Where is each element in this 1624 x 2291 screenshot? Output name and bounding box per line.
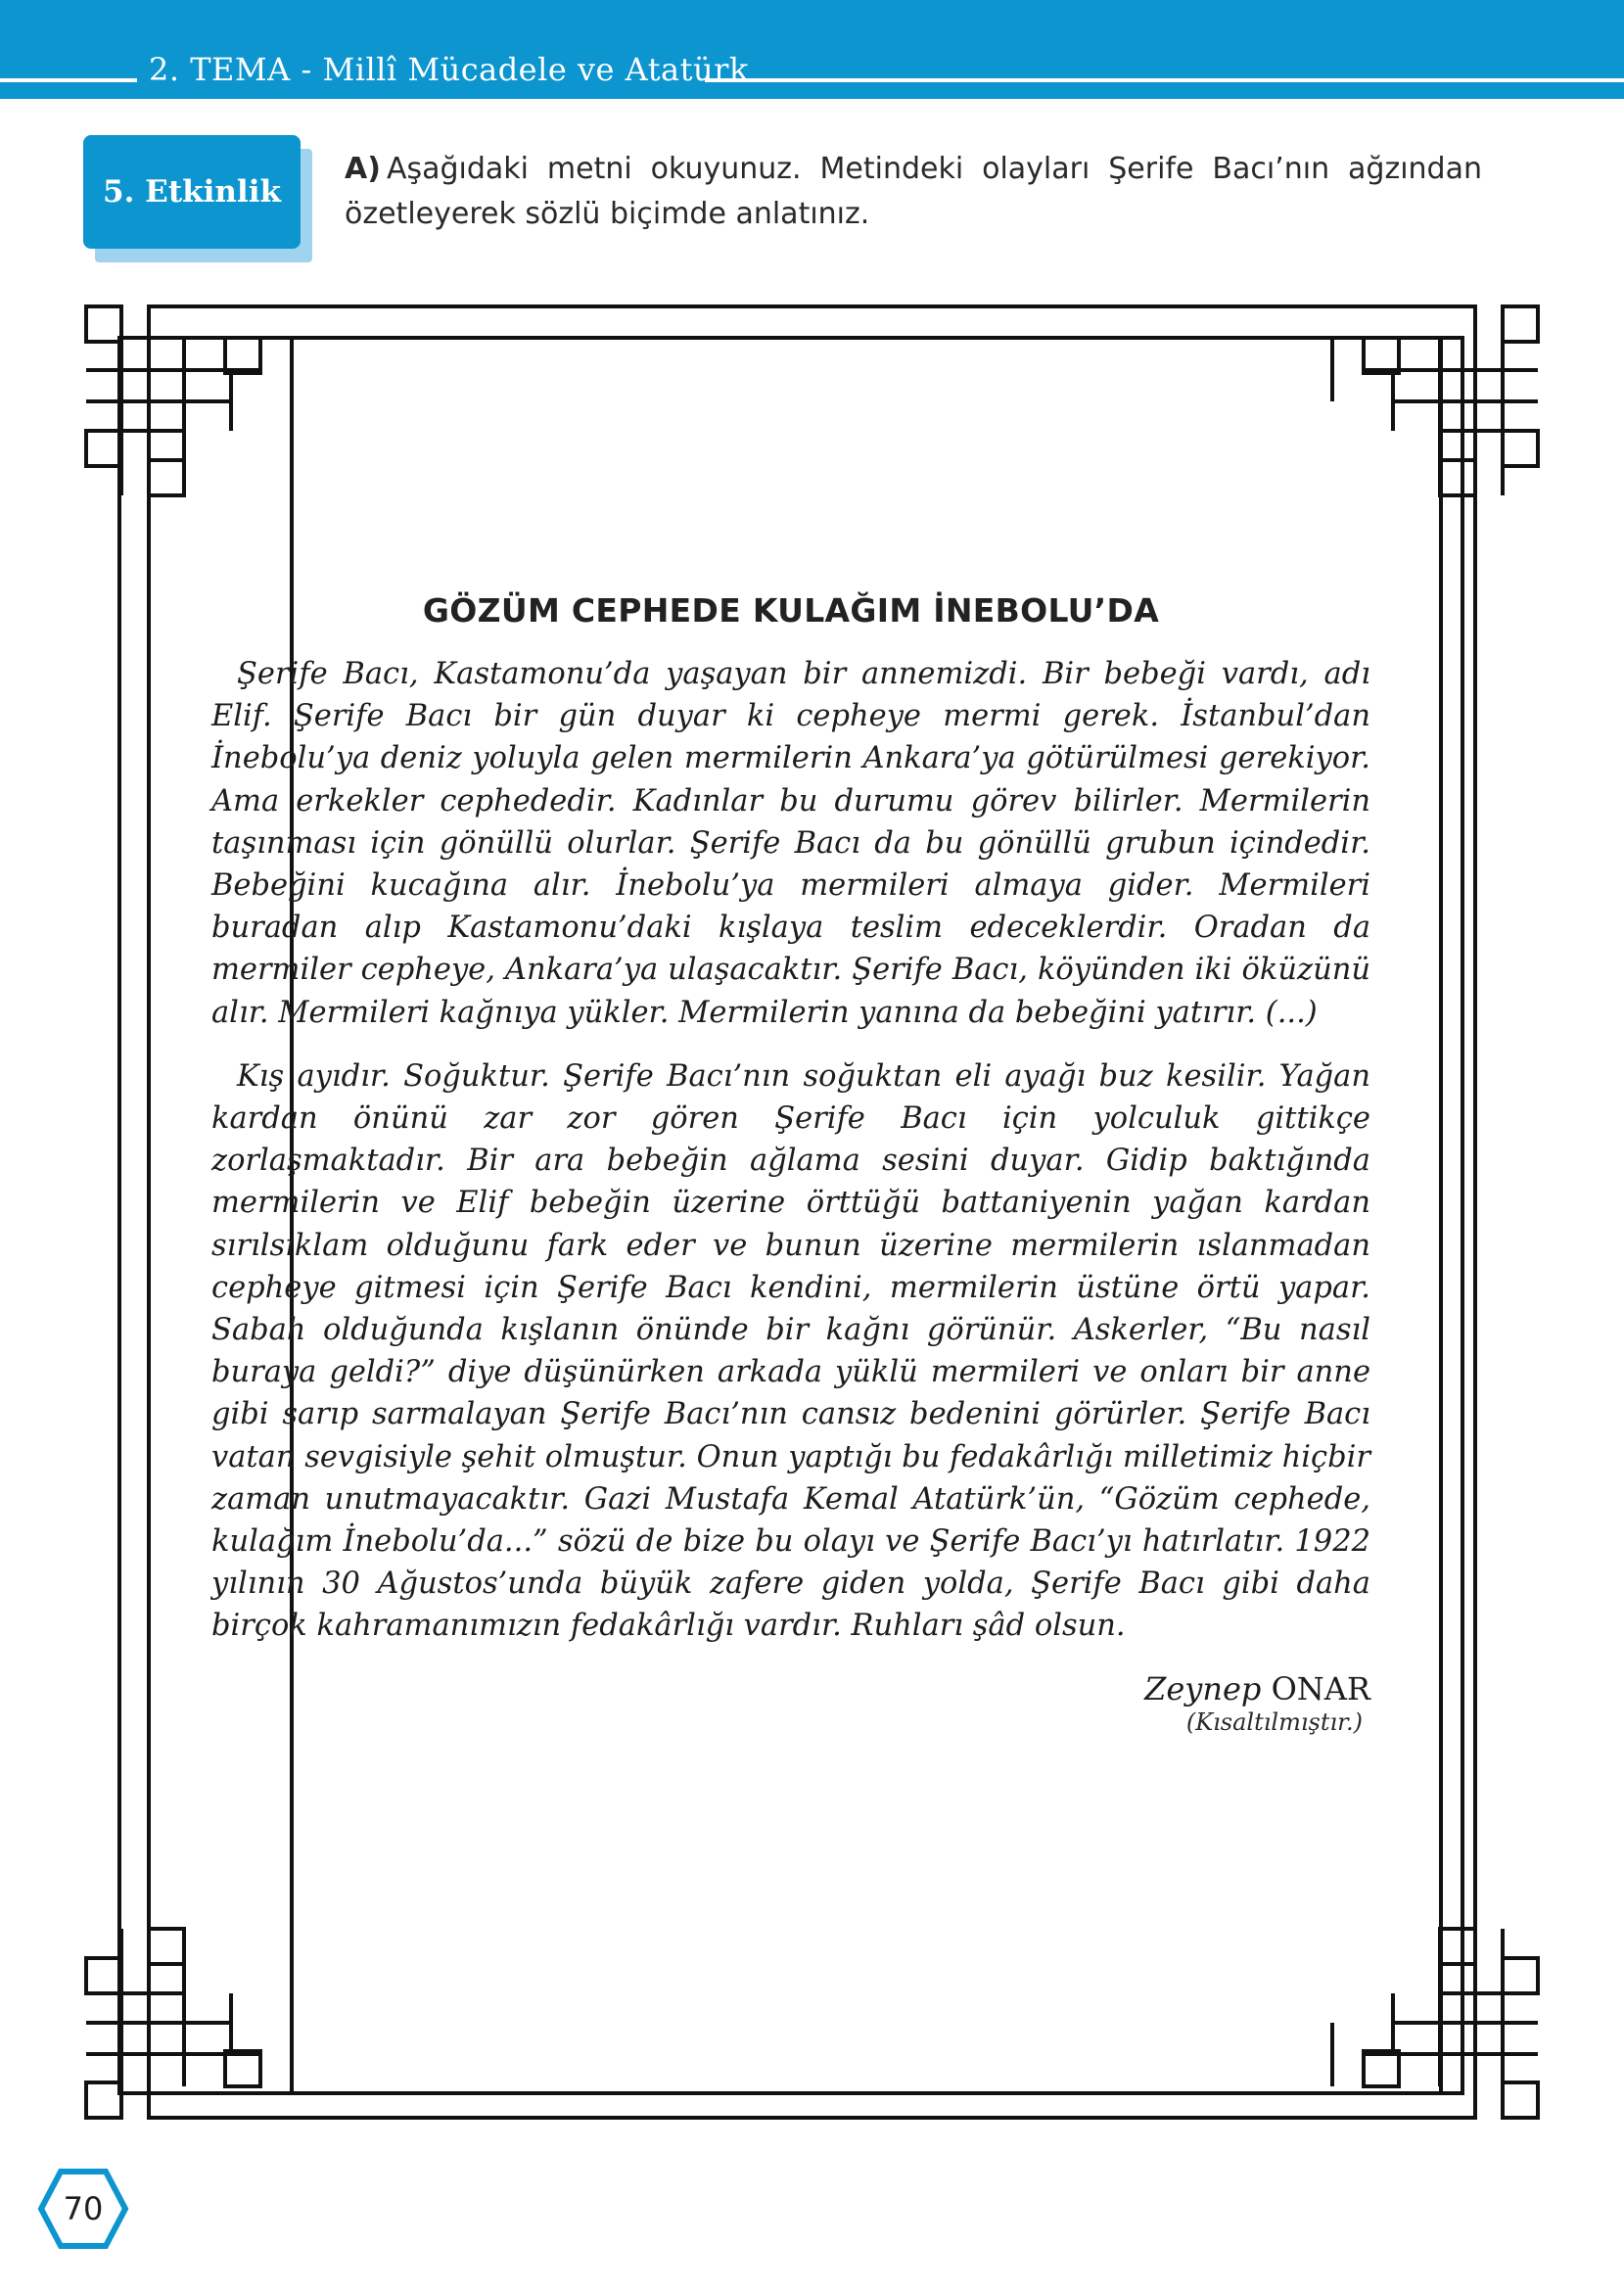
corner-ornament-top-left xyxy=(86,306,292,495)
theme-title: 2. TEMA - Millî Mücadele ve Atatürk xyxy=(149,51,749,88)
story-title: GÖZÜM CEPHEDE KULAĞIM İNEBOLU’DA xyxy=(422,591,1160,630)
author-last-name: ONAR xyxy=(1271,1669,1370,1707)
story-paragraph-2: Kış ayıdır. Soğuktur. Şerife Bacı’nın soğuktan eli ayağı buz kesilir. Yağan kardan önünü zar zor gören Şerife Bacı için yolculuk gittikçe zorlaşmaktadır. Bir ara bebeğin ağlama sesini duyar. Gidip baktığında mermilerin ve Elif bebeğin üzerine örttüğü battaniyenin yağan kardan sırılsıklam olduğunu fark eder ve bunun üzerine mermilerin ıslanmadan cepheye gitmesi için Şerife Bacı kendini, mermilerin üstüne örtü yapar. Sabah olduğunda kışlanın önünde bir kağnı görünür. Askerler, “Bu nasıl buraya geldi?” diye düşünürken arkada yüklü mermileri ve onları bir anne gibi sarıp sarmalayan Şerife Bacı’nın cansız bedenini görürler. Şerife Bacı vatan sevgisiyle şehit olmuştur. Onun yaptığı bu fedakârlığı milletimiz hiçbir zaman unutmayacaktır. Gazi Mustafa Kemal Atatürk’ün, “Gözüm cephede, kulağım İnebolu’da...” sözü de bize bu olayı ve Şerife Bacı’yı hatırlatır. 1922 yılının 30 Ağustos’unda büyük zafere giden yolda, Şerife Bacı gibi daha birçok kahramanımızın fedakârlığı vardır. Ruhları şâd olsun. xyxy=(211,1058,1370,1644)
instruction-lead: A) xyxy=(345,152,381,186)
corner-ornament-top-right xyxy=(1332,306,1538,495)
story-paragraph-1: Şerife Bacı, Kastamonu’da yaşayan bir annemizdi. Bir bebeği vardı, adı Elif. Şerife Bacı bir gün duyar ki cepheye mermi gerek. İstanbul’dan İnebolu’ya deniz yoluyla gelen mermilerin Ankara’ya götürülmesi gerekiyor. Ama erkekler cephededir. Kadınlar bu durumu görev bilirler. Mermilerin taşınması için gönüllü olurlar. Şerife Bacı da bu gönüllü grubun içindedir. Bebeğini kucağına alır. İnebolu’ya mermileri almaya gider. Mermileri buradan alıp Kastamonu’daki kışlaya teslim edeceklerdir. Oradan da mermiler cepheye, Ankara’ya ulaşacaktır. Şerife Bacı, köyünden iki öküzünü alır. Mermileri kağnıya yükler. Mermilerin yanına da bebeğini yatırır. (...) xyxy=(211,657,1370,1030)
story-author xyxy=(211,1669,1370,1708)
instruction-text: Aşağıdaki metni okuyunuz. Metindeki olayları Şerife Bacı’nın ağzından özetleyerek sözlü biçimde anlatınız. xyxy=(345,152,1482,231)
page-number: 70 xyxy=(63,2190,104,2227)
corner-ornament-bottom-left xyxy=(86,1929,292,2118)
author-first-name: Zeynep xyxy=(1144,1669,1262,1707)
corner-ornament-bottom-right xyxy=(1332,1929,1538,2118)
story-block xyxy=(211,591,1370,1736)
activity-badge: 5. Etkinlik xyxy=(83,135,301,249)
source-note: (Kısaltılmıştır.) xyxy=(1185,1707,1363,1736)
